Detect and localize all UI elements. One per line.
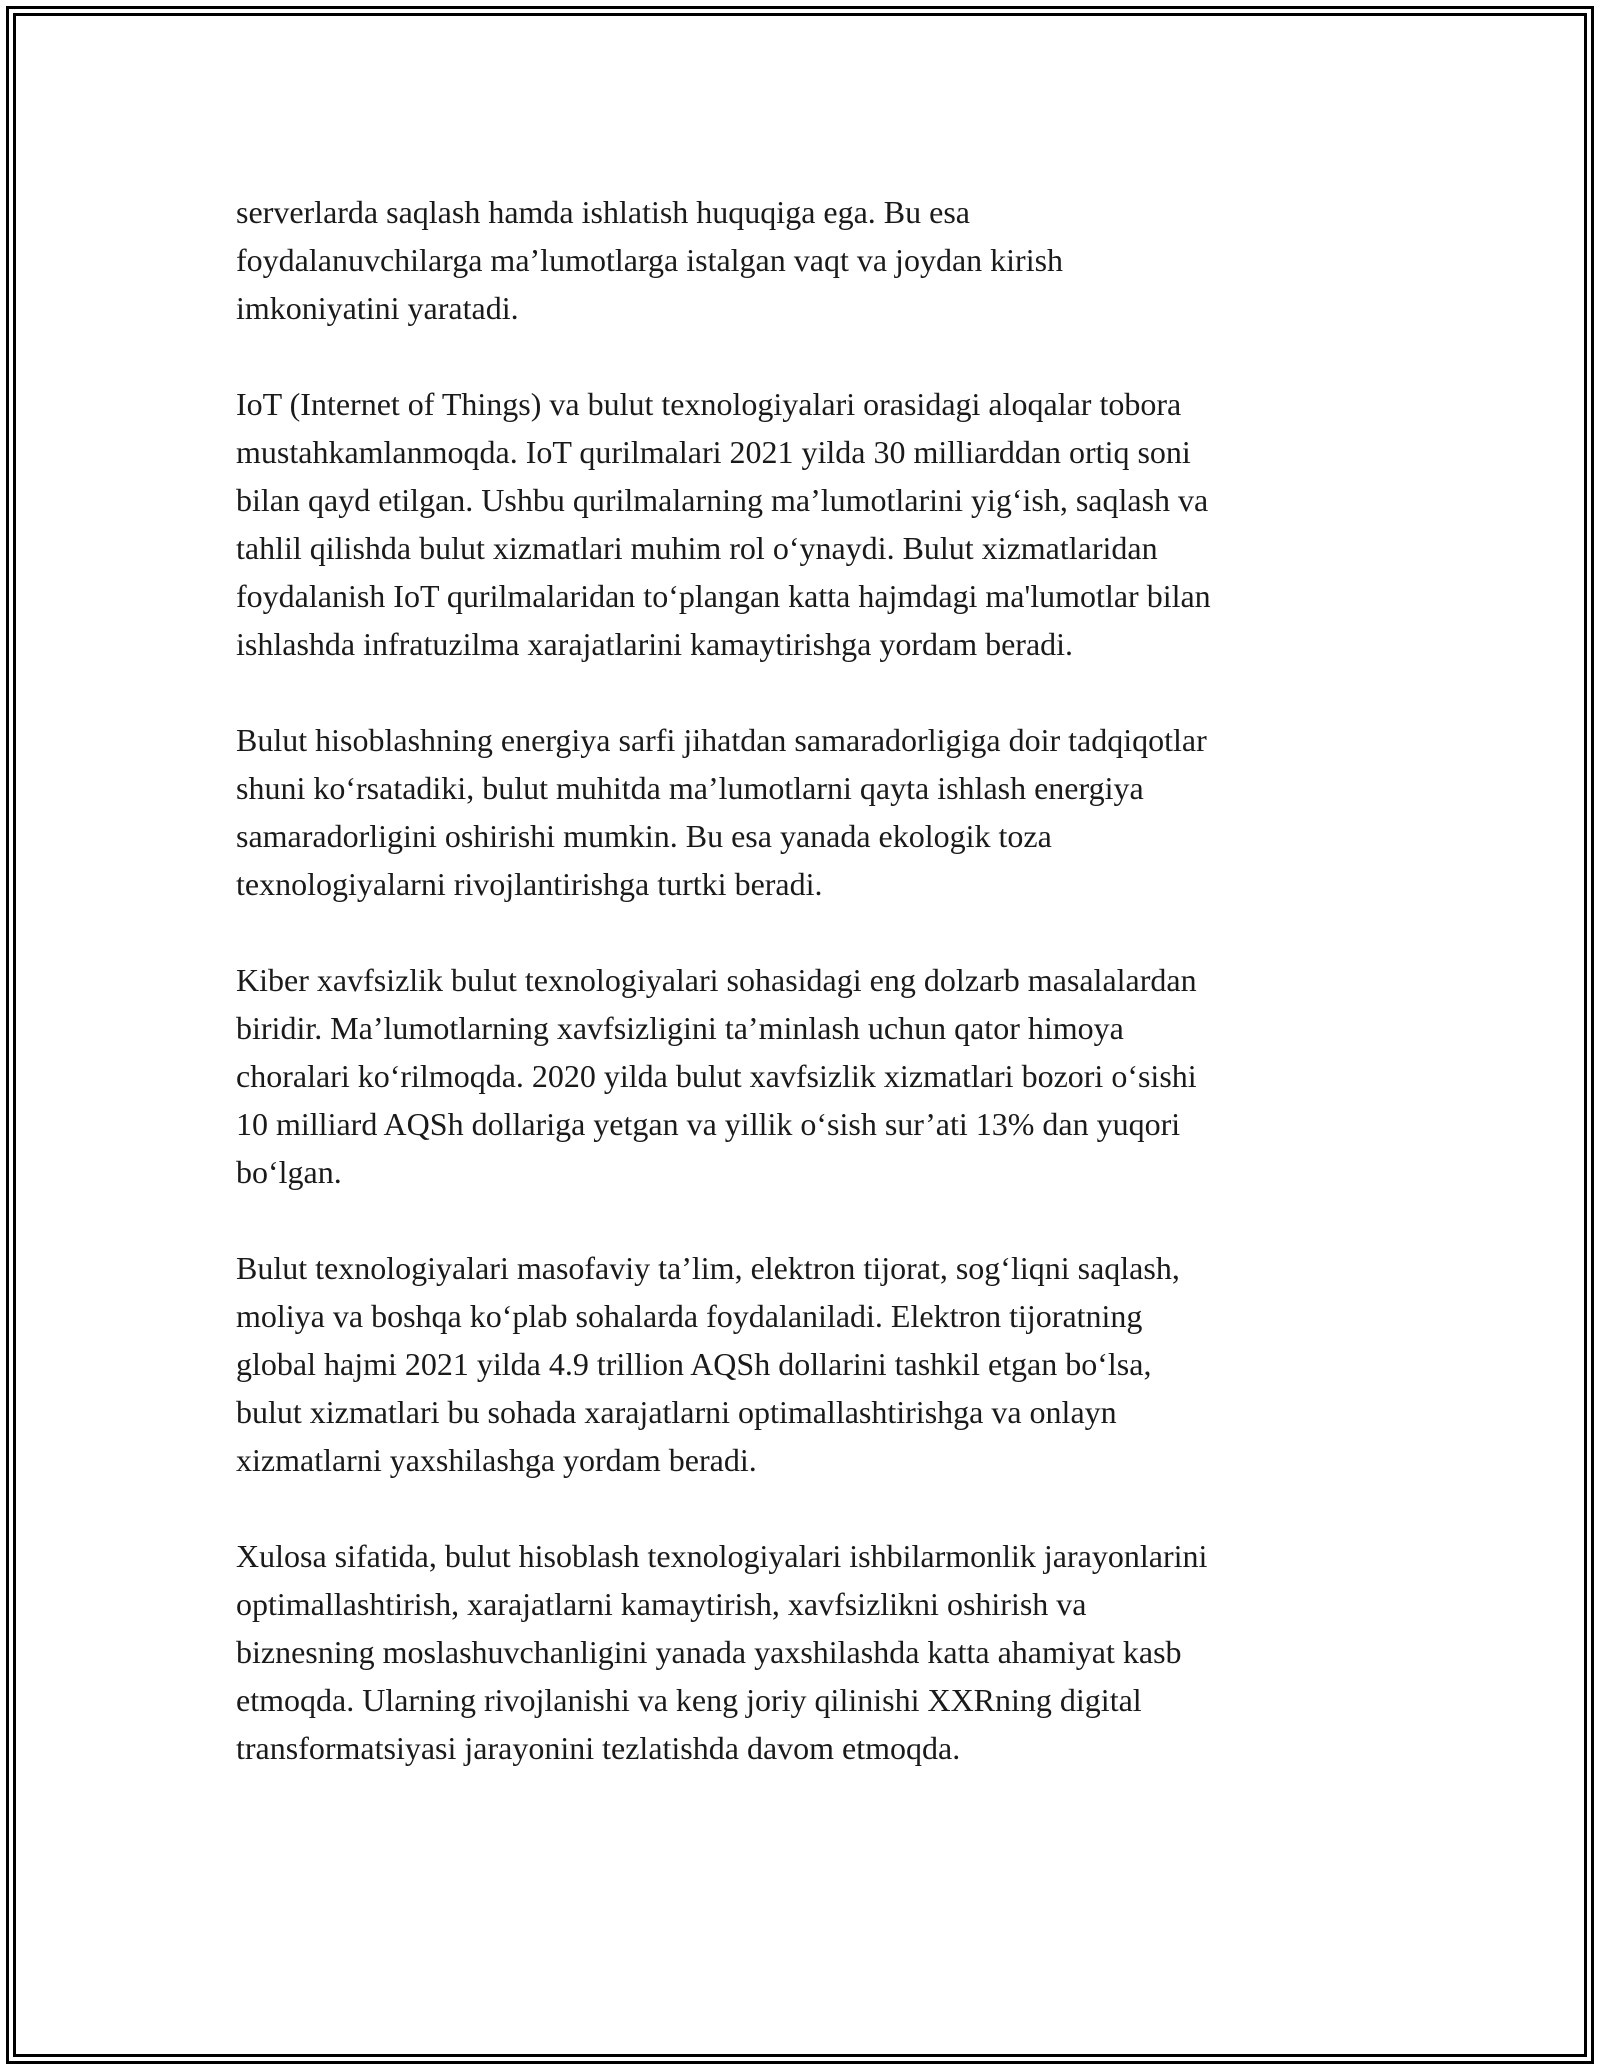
- text-line: bulut xizmatlari bu sohada xarajatlarni optimallashtirishga va onlayn: [236, 1394, 1117, 1430]
- document-body: [236, 188, 1386, 1820]
- text-line: shuni ko‘rsatadiki, bulut muhitda ma’lumotlarni qayta ishlash energiya: [236, 770, 1144, 806]
- text-line: bo‘lgan.: [236, 1154, 342, 1190]
- text-line: 10 milliard AQSh dollariga yetgan va yillik o‘sish sur’ati 13% dan yuqori: [236, 1106, 1181, 1142]
- text-line: Kiber xavfsizlik bulut texnologiyalari sohasidagi eng dolzarb masalalardan: [236, 962, 1197, 998]
- paragraph-5: [236, 1244, 1386, 1484]
- text-line: moliya va boshqa ko‘plab sohalarda foydalaniladi. Elektron tijoratning: [236, 1298, 1143, 1334]
- text-line: choralari ko‘rilmoqda. 2020 yilda bulut xavfsizlik xizmatlari bozori o‘sishi: [236, 1058, 1197, 1094]
- text-line: IoT (Internet of Things) va bulut texnologiyalari orasidagi aloqalar tobora: [236, 386, 1182, 422]
- text-line: foydalanuvchilarga ma’lumotlarga istalgan vaqt va joydan kirish: [236, 242, 1064, 278]
- text-line: bilan qayd etilgan. Ushbu qurilmalarning ma’lumotlarini yig‘ish, saqlash va: [236, 482, 1209, 518]
- paragraph-3: [236, 716, 1386, 908]
- text-line: foydalanish IoT qurilmalaridan to‘plangan katta hajmdagi ma'lumotlar bilan: [236, 578, 1211, 614]
- text-line: mustahkamlanmoqda. IoT qurilmalari 2021 yilda 30 milliarddan ortiq soni: [236, 434, 1191, 470]
- paragraph-1: [236, 188, 1386, 332]
- text-line: biridir. Ma’lumotlarning xavfsizligini ta’minlash uchun qator himoya: [236, 1010, 1124, 1046]
- text-line: serverlarda saqlash hamda ishlatish huquqiga ega. Bu esa: [236, 194, 970, 230]
- text-line: biznesning moslashuvchanligini yanada yaxshilashda katta ahamiyat kasb: [236, 1634, 1182, 1670]
- paragraph-2: [236, 380, 1386, 668]
- paragraph-4: [236, 956, 1386, 1196]
- text-line: tahlil qilishda bulut xizmatlari muhim rol o‘ynaydi. Bulut xizmatlaridan: [236, 530, 1158, 566]
- text-line: xizmatlarni yaxshilashga yordam beradi.: [236, 1442, 757, 1478]
- text-line: samaradorligini oshirishi mumkin. Bu esa yanada ekologik toza: [236, 818, 1052, 854]
- paragraph-6: [236, 1532, 1386, 1772]
- text-line: optimallashtirish, xarajatlarni kamaytirish, xavfsizlikni oshirish va: [236, 1586, 1087, 1622]
- text-line: transformatsiyasi jarayonini tezlatishda davom etmoqda.: [236, 1730, 961, 1766]
- text-line: etmoqda. Ularning rivojlanishi va keng joriy qilinishi XXRning digital: [236, 1682, 1142, 1718]
- text-line: Bulut texnologiyalari masofaviy ta’lim, elektron tijorat, sog‘liqni saqlash,: [236, 1250, 1180, 1286]
- text-line: ishlashda infratuzilma xarajatlarini kamaytirishga yordam beradi.: [236, 626, 1074, 662]
- text-line: Bulut hisoblashning energiya sarfi jihatdan samaradorligiga doir tadqiqotlar: [236, 722, 1207, 758]
- text-line: texnologiyalarni rivojlantirishga turtki beradi.: [236, 866, 823, 902]
- text-line: Xulosa sifatida, bulut hisoblash texnologiyalari ishbilarmonlik jarayonlarini: [236, 1538, 1208, 1574]
- text-line: imkoniyatini yaratadi.: [236, 290, 519, 326]
- text-line: global hajmi 2021 yilda 4.9 trillion AQSh dollarini tashkil etgan bo‘lsa,: [236, 1346, 1152, 1382]
